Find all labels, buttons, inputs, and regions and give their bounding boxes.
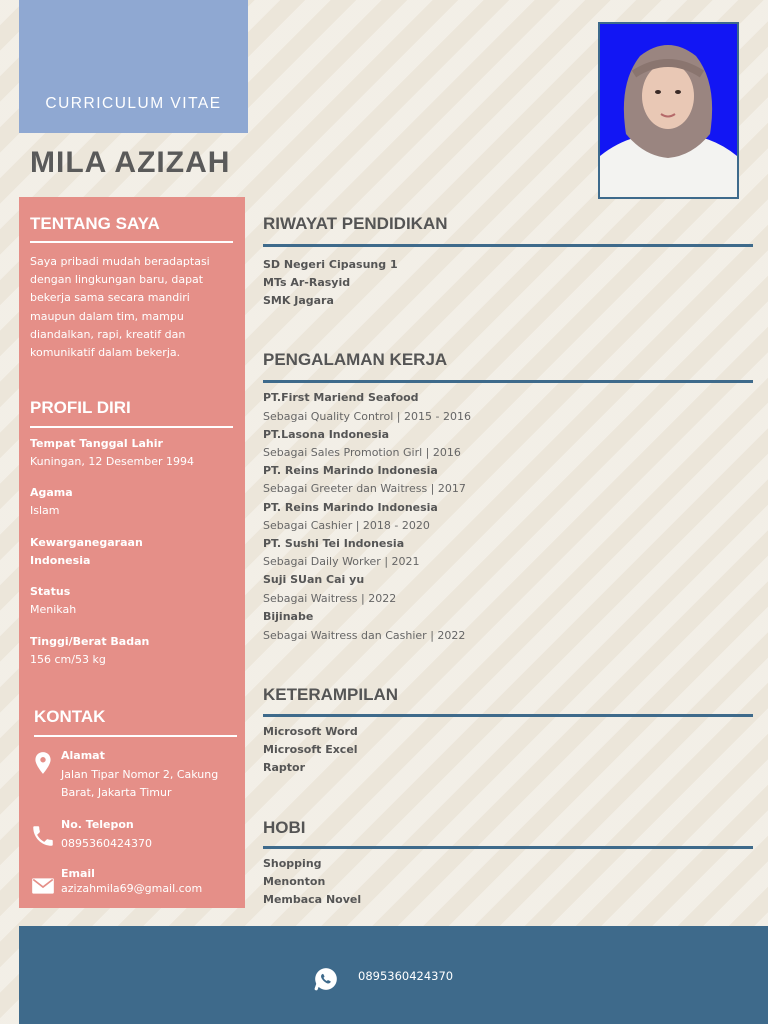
footer	[19, 926, 768, 1024]
hobbies-heading: HOBI	[263, 818, 306, 837]
profile-label-status: Status	[30, 585, 71, 598]
about-line: dengan lingkungan baru, dapat	[30, 273, 204, 287]
hobby-item: Shopping	[263, 857, 322, 870]
education-item: MTs Ar-Rasyid	[263, 276, 351, 289]
experience-role: Sebagai Waitress dan Cashier | 2022	[263, 629, 466, 642]
skill-item: Microsoft Word	[263, 725, 358, 738]
experience-company: PT.Lasona Indonesia	[263, 428, 390, 441]
hobby-item: Membaca Novel	[263, 893, 362, 906]
about-divider	[30, 241, 233, 243]
phone-label: No. Telepon	[61, 818, 134, 831]
address-line: Barat, Jakarta Timur	[61, 786, 172, 799]
experience-company: PT. Sushi Tei Indonesia	[263, 537, 405, 550]
experience-role: Sebagai Greeter dan Waitress | 2017	[263, 482, 466, 495]
cv-banner	[19, 0, 248, 133]
footer-phone[interactable]: 0895360424370	[358, 969, 454, 983]
skills-heading: KETERAMPILAN	[263, 685, 399, 704]
profile-label-citizenship: Kewarganegaraan	[30, 536, 143, 549]
about-heading: TENTANG SAYA	[30, 214, 160, 233]
about-line: Saya pribadi mudah beradaptasi	[30, 255, 210, 268]
envelope-icon	[30, 873, 56, 899]
hobby-item: Menonton	[263, 875, 326, 888]
sidebar	[19, 197, 245, 908]
whatsapp-icon	[313, 966, 339, 992]
profile-divider	[30, 426, 233, 428]
phone-icon	[30, 823, 56, 849]
profile-value-birth: Kuningan, 12 Desember 1994	[30, 455, 195, 468]
education-heading: RIWAYAT PENDIDIKAN	[263, 214, 448, 233]
about-line: diandalkan, rapi, kreatif dan	[30, 327, 186, 341]
address-value	[61, 766, 231, 802]
profile-label-height-weight: Tinggi/Berat Badan	[30, 635, 150, 648]
profile-photo	[598, 22, 739, 199]
about-line: maupun dalam tim, mampu	[30, 309, 184, 323]
experience-divider	[263, 380, 753, 383]
location-pin-icon	[30, 750, 56, 776]
hobbies-divider	[263, 846, 753, 849]
profile-value-citizenship: Indonesia	[30, 554, 91, 567]
education-item: SMK Jagara	[263, 294, 334, 307]
skills-divider	[263, 714, 753, 717]
contact-divider	[34, 735, 237, 737]
experience-company: PT.First Mariend Seafood	[263, 391, 419, 404]
skill-item: Raptor	[263, 761, 306, 774]
experience-company: Bijinabe	[263, 610, 314, 623]
profile-value-religion: Islam	[30, 504, 60, 517]
experience-role: Sebagai Quality Control | 2015 - 2016	[263, 410, 471, 423]
profile-label-religion: Agama	[30, 486, 73, 499]
phone-value[interactable]: 0895360424370	[61, 837, 152, 850]
experience-company: Suji SUan Cai yu	[263, 573, 365, 586]
experience-heading: PENGALAMAN KERJA	[263, 350, 448, 369]
profile-label-birth: Tempat Tanggal Lahir	[30, 437, 163, 450]
about-line: bekerja sama secara mandiri	[30, 291, 190, 305]
experience-role: Sebagai Waitress | 2022	[263, 592, 397, 605]
contact-heading: KONTAK	[34, 707, 106, 726]
candidate-name: MILA AZIZAH	[30, 146, 231, 179]
cv-banner-title: CURRICULUM VITAE	[45, 95, 222, 112]
email-value[interactable]: azizahmila69@gmail.com	[61, 882, 203, 895]
about-line: komunikatif dalam bekerja.	[30, 346, 181, 360]
profile-heading: PROFIL DIRI	[30, 398, 131, 417]
experience-company: PT. Reins Marindo Indonesia	[263, 501, 438, 514]
address-label: Alamat	[61, 749, 105, 762]
address-line: Jalan Tipar Nomor 2, Cakung	[61, 768, 219, 781]
profile-value-status: Menikah	[30, 603, 77, 616]
experience-role: Sebagai Daily Worker | 2021	[263, 555, 420, 568]
experience-role: Sebagai Cashier | 2018 - 2020	[263, 519, 430, 532]
skill-item: Microsoft Excel	[263, 743, 358, 756]
email-label: Email	[61, 867, 95, 880]
experience-role: Sebagai Sales Promotion Girl | 2016	[263, 446, 461, 459]
experience-company: PT. Reins Marindo Indonesia	[263, 464, 438, 477]
about-text	[30, 253, 220, 362]
education-item: SD Negeri Cipasung 1	[263, 258, 398, 271]
profile-value-height-weight: 156 cm/53 kg	[30, 653, 106, 666]
education-divider	[263, 244, 753, 247]
